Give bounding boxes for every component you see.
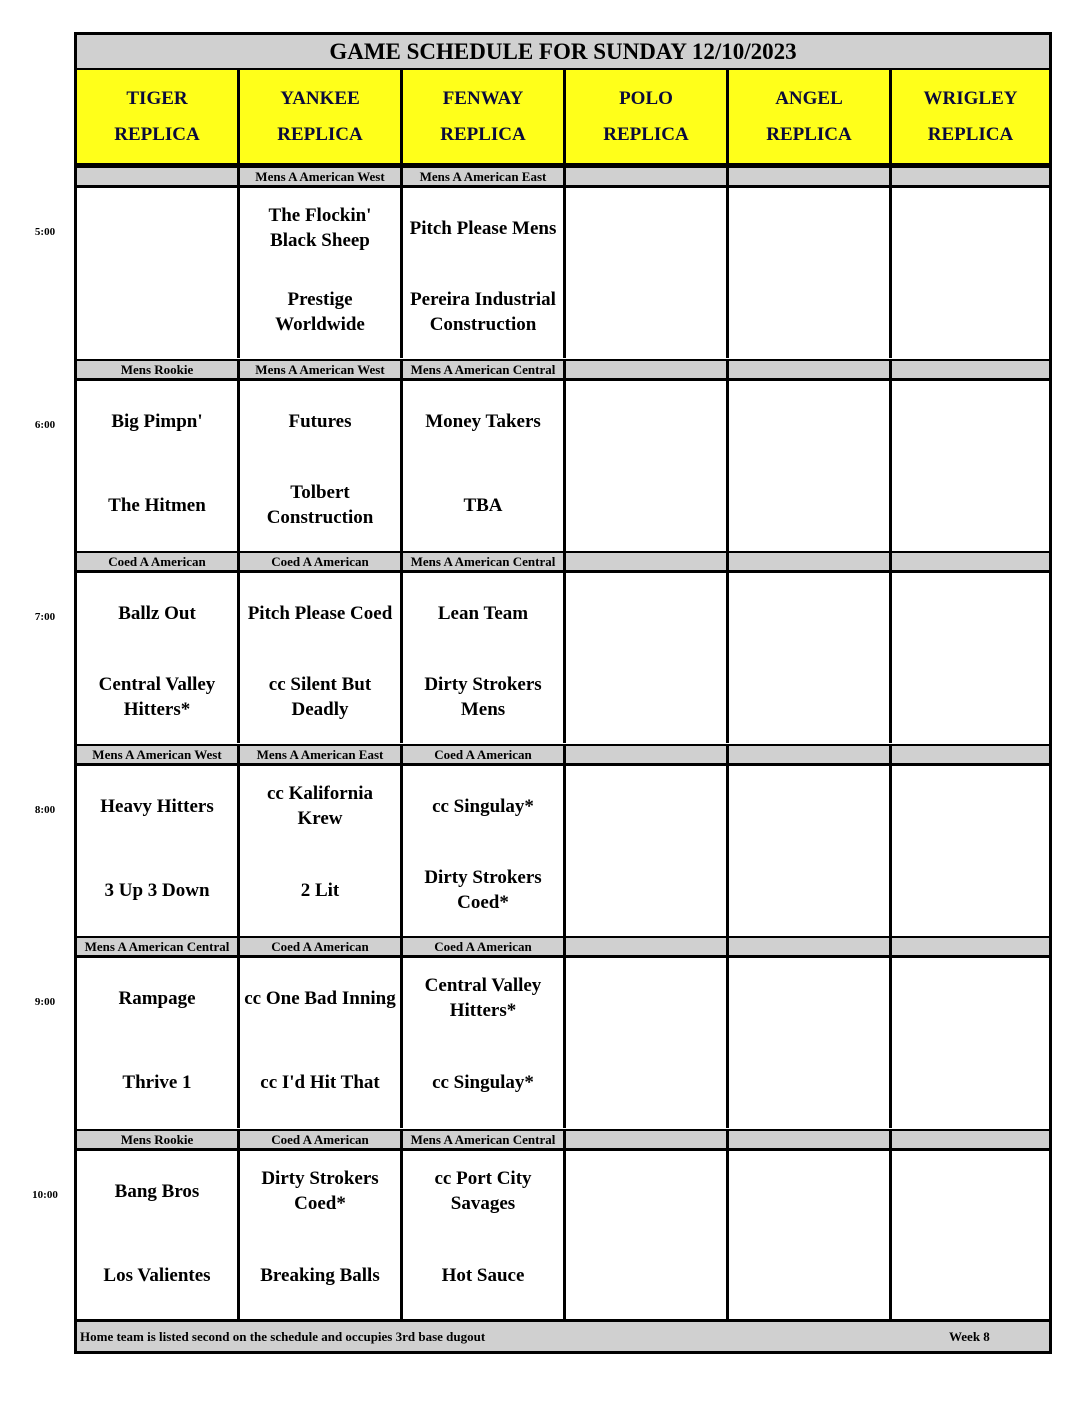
field-subtitle: REPLICA bbox=[114, 123, 200, 145]
game-cell bbox=[403, 573, 566, 743]
slot-time: 7:00 bbox=[34, 611, 56, 623]
division-label: Mens Rookie bbox=[77, 361, 240, 378]
visiting-team: Pitch Please Mens bbox=[409, 217, 557, 239]
game-cell bbox=[892, 1151, 1049, 1321]
home-team bbox=[566, 1054, 726, 1110]
home-team: cc Silent But Deadly bbox=[268, 674, 372, 720]
game-cell bbox=[892, 381, 1049, 551]
game-cell bbox=[403, 958, 566, 1128]
visiting-team bbox=[566, 778, 726, 834]
visiting-team: cc One Bad Inning bbox=[244, 987, 396, 1009]
field-header-fenway bbox=[403, 70, 566, 166]
division-label: Mens A American East bbox=[403, 168, 566, 185]
visiting-team bbox=[729, 1163, 889, 1219]
division-label bbox=[566, 361, 729, 378]
division-label bbox=[892, 361, 1049, 378]
division-label: Coed A American bbox=[240, 1131, 403, 1148]
game-cell bbox=[77, 188, 240, 358]
division-label: Mens A American Central bbox=[403, 1131, 566, 1148]
schedule-footer bbox=[77, 1319, 1049, 1351]
field-header-tiger bbox=[77, 70, 240, 166]
division-label bbox=[729, 168, 892, 185]
home-team: Pereira Industrial Construction bbox=[410, 289, 556, 335]
field-name: POLO bbox=[619, 87, 673, 109]
home-team bbox=[77, 284, 237, 340]
home-team bbox=[729, 1247, 889, 1303]
division-row bbox=[77, 166, 1049, 188]
visiting-team bbox=[566, 393, 726, 449]
schedule-title: GAME SCHEDULE FOR SUNDAY 12/10/2023 bbox=[77, 35, 1049, 70]
division-row bbox=[77, 551, 1049, 573]
division-label bbox=[729, 361, 892, 378]
home-team bbox=[729, 477, 889, 533]
home-team: cc Singulay* bbox=[432, 1071, 534, 1093]
week-label: Week 8 bbox=[949, 1329, 990, 1344]
slot-time: 9:00 bbox=[34, 996, 56, 1008]
game-cell bbox=[566, 1151, 729, 1321]
home-team: Breaking Balls bbox=[260, 1264, 380, 1286]
slot-time: 6:00 bbox=[34, 419, 56, 431]
division-label bbox=[892, 938, 1049, 955]
home-team: Thrive 1 bbox=[122, 1071, 192, 1093]
home-team bbox=[892, 477, 1049, 533]
game-cell bbox=[729, 573, 892, 743]
home-team: TBA bbox=[463, 494, 503, 516]
visiting-team: Bang Bros bbox=[114, 1180, 200, 1202]
visiting-team: Ballz Out bbox=[118, 602, 196, 624]
division-label: Mens A American East bbox=[240, 746, 403, 763]
division-label bbox=[729, 938, 892, 955]
visiting-team: Pitch Please Coed bbox=[247, 602, 393, 624]
visiting-team: Dirty Strokers Coed* bbox=[261, 1168, 379, 1214]
field-subtitle: REPLICA bbox=[927, 123, 1014, 145]
visiting-team: Big Pimpn' bbox=[111, 410, 203, 432]
division-label bbox=[566, 168, 729, 185]
division-label bbox=[892, 746, 1049, 763]
home-team: Dirty Strokers Mens bbox=[424, 674, 542, 720]
visiting-team: cc Singulay* bbox=[432, 795, 534, 817]
visiting-team bbox=[729, 393, 889, 449]
game-cell bbox=[240, 1151, 403, 1321]
visiting-team bbox=[892, 393, 1049, 449]
visiting-team bbox=[892, 778, 1049, 834]
division-label: Coed A American bbox=[403, 746, 566, 763]
game-cell bbox=[77, 766, 240, 936]
game-cell bbox=[892, 573, 1049, 743]
visiting-team: cc Kalifornia Krew bbox=[266, 783, 374, 829]
visiting-team bbox=[892, 970, 1049, 1026]
field-header-wrigley bbox=[892, 70, 1049, 166]
game-cell bbox=[729, 188, 892, 358]
division-label: Mens A American West bbox=[240, 361, 403, 378]
visiting-team bbox=[566, 200, 726, 256]
field-header-polo bbox=[566, 70, 729, 166]
home-team: Hot Sauce bbox=[441, 1264, 525, 1286]
field-name: WRIGLEY bbox=[923, 87, 1018, 109]
division-label bbox=[892, 168, 1049, 185]
division-label: Mens A American West bbox=[77, 746, 240, 763]
game-cell bbox=[403, 188, 566, 358]
game-cell bbox=[566, 188, 729, 358]
field-subtitle: REPLICA bbox=[766, 123, 852, 145]
division-label: Coed A American bbox=[240, 938, 403, 955]
field-subtitle: REPLICA bbox=[603, 123, 689, 145]
visiting-team: Rampage bbox=[118, 987, 196, 1009]
home-team bbox=[892, 862, 1049, 918]
field-name: YANKEE bbox=[280, 87, 360, 109]
slot-time: 8:00 bbox=[34, 804, 56, 816]
game-cell bbox=[566, 766, 729, 936]
game-cell bbox=[729, 958, 892, 1128]
home-team: Tolbert Construction bbox=[266, 482, 374, 528]
home-team: Prestige Worldwide bbox=[275, 289, 365, 335]
visiting-team bbox=[892, 585, 1049, 641]
schedule-table bbox=[74, 32, 1052, 1354]
division-row bbox=[77, 744, 1049, 766]
visiting-team bbox=[566, 970, 726, 1026]
division-label: Coed A American bbox=[240, 553, 403, 570]
field-header-yankee bbox=[240, 70, 403, 166]
visiting-team: Central Valley Hitters* bbox=[424, 975, 542, 1021]
home-team bbox=[566, 862, 726, 918]
game-cell bbox=[77, 1151, 240, 1321]
visiting-team bbox=[892, 1163, 1049, 1219]
home-team: 2 Lit bbox=[300, 879, 340, 901]
home-team bbox=[729, 862, 889, 918]
division-label bbox=[77, 168, 240, 185]
visiting-team bbox=[566, 1163, 726, 1219]
home-team-note: Home team is listed second on the schedule and occupies 3rd base dugout bbox=[80, 1329, 486, 1344]
game-cell bbox=[77, 381, 240, 551]
game-cell bbox=[892, 188, 1049, 358]
slot-time: 5:00 bbox=[34, 226, 56, 238]
division-label bbox=[729, 553, 892, 570]
game-cell bbox=[403, 1151, 566, 1321]
visiting-team bbox=[566, 585, 726, 641]
game-cell bbox=[729, 1151, 892, 1321]
visiting-team: The Flockin' Black Sheep bbox=[268, 205, 372, 251]
division-label: Mens A American Central bbox=[77, 938, 240, 955]
field-name: FENWAY bbox=[442, 87, 524, 109]
home-team: cc I'd Hit That bbox=[260, 1071, 380, 1093]
division-row bbox=[77, 1129, 1049, 1151]
division-label bbox=[566, 746, 729, 763]
field-name: TIGER bbox=[126, 87, 188, 109]
visiting-team bbox=[729, 778, 889, 834]
division-label: Mens A American West bbox=[240, 168, 403, 185]
home-team bbox=[892, 1054, 1049, 1110]
game-cell bbox=[403, 381, 566, 551]
visiting-team: Heavy Hitters bbox=[100, 795, 214, 817]
visiting-team bbox=[729, 200, 889, 256]
home-team bbox=[729, 1054, 889, 1110]
visiting-team bbox=[892, 200, 1049, 256]
home-team: The Hitmen bbox=[108, 494, 206, 516]
division-label: Mens A American Central bbox=[403, 361, 566, 378]
visiting-team: Money Takers bbox=[425, 410, 541, 432]
division-label bbox=[892, 1131, 1049, 1148]
slot-time: 10:00 bbox=[32, 1189, 58, 1201]
visiting-team bbox=[729, 585, 889, 641]
visiting-team: Lean Team bbox=[437, 602, 529, 624]
division-label bbox=[566, 553, 729, 570]
game-cell bbox=[729, 381, 892, 551]
game-cell bbox=[240, 766, 403, 936]
division-label: Coed A American bbox=[403, 938, 566, 955]
division-row bbox=[77, 936, 1049, 958]
home-team: Dirty Strokers Coed* bbox=[424, 867, 542, 913]
division-label bbox=[566, 1131, 729, 1148]
game-cell bbox=[77, 573, 240, 743]
game-cell bbox=[892, 958, 1049, 1128]
visiting-team bbox=[77, 200, 237, 256]
division-label bbox=[729, 746, 892, 763]
division-label bbox=[566, 938, 729, 955]
division-label: Mens Rookie bbox=[77, 1131, 240, 1148]
home-team bbox=[729, 669, 889, 725]
division-label bbox=[892, 553, 1049, 570]
field-name: ANGEL bbox=[775, 87, 843, 109]
visiting-team: cc Port City Savages bbox=[434, 1168, 532, 1214]
game-cell bbox=[892, 766, 1049, 936]
home-team bbox=[892, 669, 1049, 725]
home-team bbox=[566, 669, 726, 725]
home-team: Central Valley Hitters* bbox=[98, 674, 216, 720]
game-cell bbox=[77, 958, 240, 1128]
game-cell bbox=[729, 766, 892, 936]
game-cell bbox=[566, 958, 729, 1128]
division-row bbox=[77, 359, 1049, 381]
home-team: 3 Up 3 Down bbox=[104, 879, 210, 901]
home-team bbox=[566, 1247, 726, 1303]
division-label: Mens A American Central bbox=[403, 553, 566, 570]
game-cell bbox=[566, 381, 729, 551]
game-cell bbox=[240, 188, 403, 358]
home-team bbox=[566, 284, 726, 340]
visiting-team: Futures bbox=[288, 410, 352, 432]
game-cell bbox=[240, 381, 403, 551]
home-team bbox=[892, 1247, 1049, 1303]
game-cell bbox=[403, 766, 566, 936]
home-team bbox=[729, 284, 889, 340]
game-cell bbox=[240, 958, 403, 1128]
game-cell bbox=[240, 573, 403, 743]
division-label: Coed A American bbox=[77, 553, 240, 570]
home-team bbox=[566, 477, 726, 533]
field-subtitle: REPLICA bbox=[277, 123, 363, 145]
field-subtitle: REPLICA bbox=[440, 123, 526, 145]
game-cell bbox=[566, 573, 729, 743]
home-team bbox=[892, 284, 1049, 340]
visiting-team bbox=[729, 970, 889, 1026]
field-header-angel bbox=[729, 70, 892, 166]
home-team: Los Valientes bbox=[103, 1264, 211, 1286]
division-label bbox=[729, 1131, 892, 1148]
